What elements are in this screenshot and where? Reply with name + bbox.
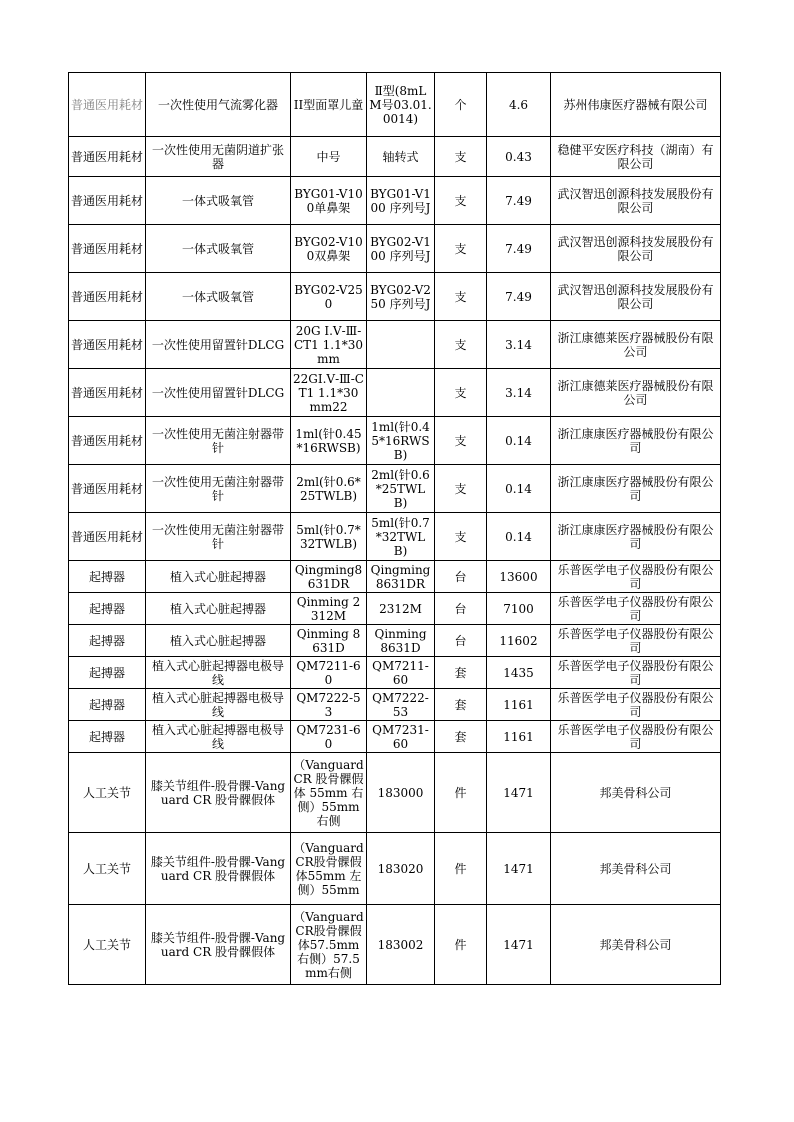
price-cell: 7100: [487, 593, 551, 625]
company-cell: 邦美骨科公司: [551, 753, 721, 833]
spec-cell: 1ml(针0.45*16RWSB): [291, 417, 367, 465]
unit-cell: 支: [435, 321, 487, 369]
company-cell: 武汉智迅创源科技发展股份有限公司: [551, 225, 721, 273]
company-cell: 乐普医学电子仪器股份有限公司: [551, 593, 721, 625]
price-cell: 0.43: [487, 137, 551, 177]
price-cell: 1471: [487, 905, 551, 985]
product-price-table: [68, 72, 721, 985]
spec-cell: 20G Ⅰ.Ⅴ-Ⅲ-CT1 1.1*30mm: [291, 321, 367, 369]
category-cell: 普通医用耗材: [69, 73, 146, 137]
product-name-cell: 植入式心脏起搏器: [146, 625, 291, 657]
company-cell: 邦美骨科公司: [551, 905, 721, 985]
model-cell: 183020: [367, 833, 435, 905]
spec-cell: （Vanguard CR股骨髁假体55mm 左侧）55mm: [291, 833, 367, 905]
price-cell: 3.14: [487, 321, 551, 369]
table-row: [69, 625, 721, 657]
table-row: [69, 177, 721, 225]
price-cell: 1471: [487, 753, 551, 833]
unit-cell: 件: [435, 833, 487, 905]
company-cell: 武汉智迅创源科技发展股份有限公司: [551, 273, 721, 321]
model-cell: 5ml(针0.7*32TWLB): [367, 513, 435, 561]
category-cell: 普通医用耗材: [69, 417, 146, 465]
product-name-cell: 膝关节组件-股骨髁-Vanguard CR 股骨髁假体: [146, 833, 291, 905]
price-cell: 0.14: [487, 417, 551, 465]
spec-cell: Qinming 2312M: [291, 593, 367, 625]
model-cell: BYG01-V100 序列号J: [367, 177, 435, 225]
unit-cell: 套: [435, 689, 487, 721]
product-name-cell: 膝关节组件-股骨髁-Vanguard CR 股骨髁假体: [146, 905, 291, 985]
unit-cell: 件: [435, 753, 487, 833]
price-cell: 3.14: [487, 369, 551, 417]
table-row: [69, 721, 721, 753]
table-row: [69, 73, 721, 137]
spec-cell: 中号: [291, 137, 367, 177]
spec-cell: 22GⅠ.Ⅴ-Ⅲ-CT1 1.1*30mm22: [291, 369, 367, 417]
category-cell: 人工关节: [69, 905, 146, 985]
price-cell: 0.14: [487, 513, 551, 561]
unit-cell: 套: [435, 657, 487, 689]
table-row: [69, 905, 721, 985]
product-name-cell: 一体式吸氧管: [146, 177, 291, 225]
company-cell: 浙江康德莱医疗器械股份有限公司: [551, 369, 721, 417]
company-cell: 乐普医学电子仪器股份有限公司: [551, 561, 721, 593]
category-cell: 起搏器: [69, 721, 146, 753]
price-cell: 4.6: [487, 73, 551, 137]
category-cell: 起搏器: [69, 593, 146, 625]
model-cell: QM7211-60: [367, 657, 435, 689]
table-row: [69, 369, 721, 417]
unit-cell: 支: [435, 177, 487, 225]
category-cell: 普通医用耗材: [69, 465, 146, 513]
category-cell: 人工关节: [69, 833, 146, 905]
table-row: [69, 465, 721, 513]
product-name-cell: 植入式心脏起搏器: [146, 593, 291, 625]
product-name-cell: 植入式心脏起搏器电极导线: [146, 689, 291, 721]
model-cell: Qingming8631DR: [367, 561, 435, 593]
model-cell: 轴转式: [367, 137, 435, 177]
product-name-cell: 一体式吸氧管: [146, 273, 291, 321]
company-cell: 浙江康康医疗器械股份有限公司: [551, 465, 721, 513]
category-cell: 普通医用耗材: [69, 369, 146, 417]
table-row: [69, 593, 721, 625]
product-name-cell: 一次性使用无菌阴道扩张器: [146, 137, 291, 177]
price-cell: 7.49: [487, 177, 551, 225]
category-cell: 普通医用耗材: [69, 273, 146, 321]
model-cell: Ⅱ型(8mLM号03.01.0014): [367, 73, 435, 137]
model-cell: 2ml(针0.6*25TWLB): [367, 465, 435, 513]
company-cell: 稳健平安医疗科技（湖南）有限公司: [551, 137, 721, 177]
category-cell: 普通医用耗材: [69, 513, 146, 561]
product-name-cell: 一次性使用无菌注射器带针: [146, 417, 291, 465]
unit-cell: 支: [435, 465, 487, 513]
spec-cell: QM7231-60: [291, 721, 367, 753]
unit-cell: 支: [435, 273, 487, 321]
category-cell: 人工关节: [69, 753, 146, 833]
table-row: [69, 417, 721, 465]
product-name-cell: 植入式心脏起搏器: [146, 561, 291, 593]
company-cell: 武汉智迅创源科技发展股份有限公司: [551, 177, 721, 225]
model-cell: 183000: [367, 753, 435, 833]
model-cell: QM7222-53: [367, 689, 435, 721]
category-cell: 起搏器: [69, 625, 146, 657]
company-cell: 浙江康康医疗器械股份有限公司: [551, 513, 721, 561]
price-cell: 1471: [487, 833, 551, 905]
unit-cell: 支: [435, 369, 487, 417]
price-cell: 7.49: [487, 225, 551, 273]
table-row: [69, 273, 721, 321]
company-cell: 浙江康德莱医疗器械股份有限公司: [551, 321, 721, 369]
model-cell: BYG02-V100 序列号J: [367, 225, 435, 273]
company-cell: 浙江康康医疗器械股份有限公司: [551, 417, 721, 465]
company-cell: 乐普医学电子仪器股份有限公司: [551, 625, 721, 657]
unit-cell: 件: [435, 905, 487, 985]
product-name-cell: 一次性使用无菌注射器带针: [146, 513, 291, 561]
spec-cell: BYG02-V250: [291, 273, 367, 321]
category-cell: 普通医用耗材: [69, 225, 146, 273]
table-row: [69, 561, 721, 593]
model-cell: [367, 369, 435, 417]
company-cell: 乐普医学电子仪器股份有限公司: [551, 721, 721, 753]
product-name-cell: 一次性使用气流雾化器: [146, 73, 291, 137]
company-cell: 乐普医学电子仪器股份有限公司: [551, 657, 721, 689]
category-cell: 普通医用耗材: [69, 177, 146, 225]
spec-cell: QM7211-60: [291, 657, 367, 689]
spec-cell: 2ml(针0.6*25TWLB): [291, 465, 367, 513]
table-row: [69, 225, 721, 273]
table-row: [69, 689, 721, 721]
unit-cell: 台: [435, 625, 487, 657]
unit-cell: 套: [435, 721, 487, 753]
spec-cell: Qingming8631DR: [291, 561, 367, 593]
spec-cell: BYG02-V100双鼻架: [291, 225, 367, 273]
category-cell: 普通医用耗材: [69, 137, 146, 177]
model-cell: 183002: [367, 905, 435, 985]
price-cell: 1161: [487, 689, 551, 721]
company-cell: 乐普医学电子仪器股份有限公司: [551, 689, 721, 721]
product-name-cell: 一体式吸氧管: [146, 225, 291, 273]
category-cell: 起搏器: [69, 689, 146, 721]
category-cell: 起搏器: [69, 561, 146, 593]
spec-cell: QM7222-53: [291, 689, 367, 721]
model-cell: BYG02-V250 序列号J: [367, 273, 435, 321]
company-cell: 苏州伟康医疗器械有限公司: [551, 73, 721, 137]
price-cell: 1435: [487, 657, 551, 689]
spec-cell: 5ml(针0.7*32TWLB): [291, 513, 367, 561]
unit-cell: 台: [435, 593, 487, 625]
unit-cell: 台: [435, 561, 487, 593]
unit-cell: 个: [435, 73, 487, 137]
spec-cell: BYG01-V100单鼻架: [291, 177, 367, 225]
product-name-cell: 一次性使用留置针DLCG: [146, 321, 291, 369]
table-row: [69, 321, 721, 369]
spec-cell: Qinming 8631D: [291, 625, 367, 657]
spec-cell: （Vanguard CR股骨髁假体57.5mm 右侧）57.5mm右侧: [291, 905, 367, 985]
unit-cell: 支: [435, 417, 487, 465]
model-cell: Qinming 8631D: [367, 625, 435, 657]
category-cell: 起搏器: [69, 657, 146, 689]
product-name-cell: 一次性使用无菌注射器带针: [146, 465, 291, 513]
spec-cell: （Vanguard CR 股骨髁假体 55mm 右侧）55mm右侧: [291, 753, 367, 833]
table-row: [69, 753, 721, 833]
company-cell: 邦美骨科公司: [551, 833, 721, 905]
product-name-cell: 植入式心脏起搏器电极导线: [146, 657, 291, 689]
model-cell: 1ml(针0.45*16RWSB): [367, 417, 435, 465]
price-cell: 7.49: [487, 273, 551, 321]
table-row: [69, 513, 721, 561]
product-name-cell: 植入式心脏起搏器电极导线: [146, 721, 291, 753]
price-cell: 13600: [487, 561, 551, 593]
unit-cell: 支: [435, 513, 487, 561]
table-row: [69, 657, 721, 689]
price-cell: 11602: [487, 625, 551, 657]
price-cell: 0.14: [487, 465, 551, 513]
model-cell: QM7231-60: [367, 721, 435, 753]
unit-cell: 支: [435, 225, 487, 273]
table-row: [69, 833, 721, 905]
product-name-cell: 一次性使用留置针DLCG: [146, 369, 291, 417]
unit-cell: 支: [435, 137, 487, 177]
category-cell: 普通医用耗材: [69, 321, 146, 369]
price-cell: 1161: [487, 721, 551, 753]
product-name-cell: 膝关节组件-股骨髁-Vanguard CR 股骨髁假体: [146, 753, 291, 833]
model-cell: 2312M: [367, 593, 435, 625]
table-row: [69, 137, 721, 177]
model-cell: [367, 321, 435, 369]
spec-cell: II型面罩儿童: [291, 73, 367, 137]
